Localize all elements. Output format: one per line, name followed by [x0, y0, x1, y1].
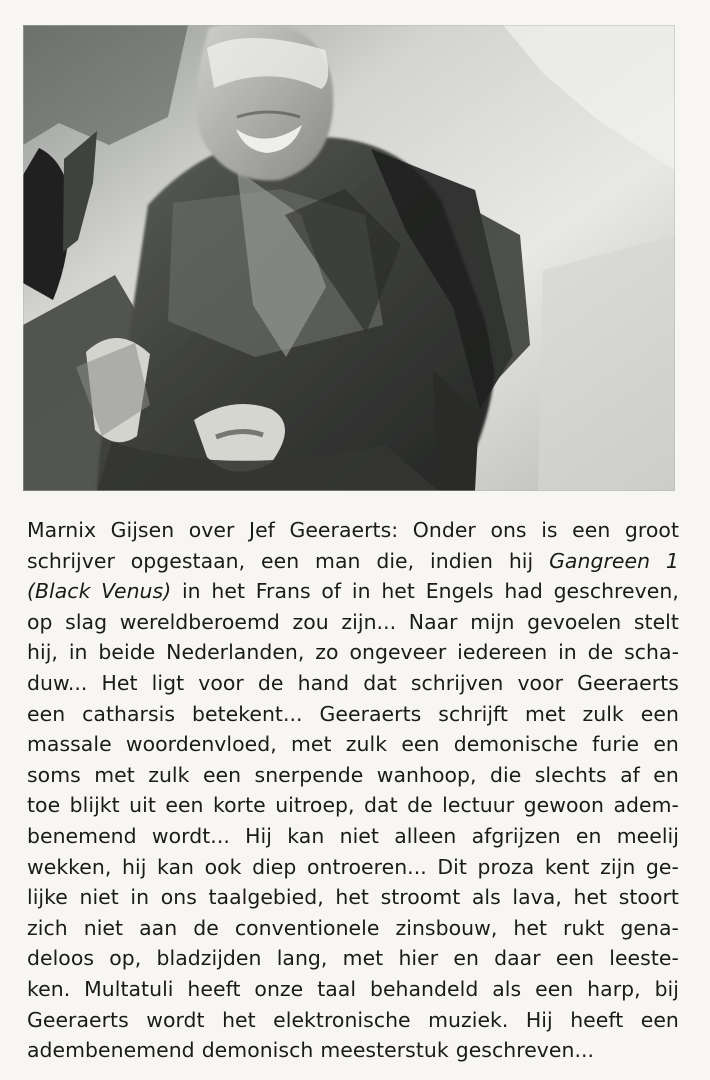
text-word: kent: [544, 854, 590, 879]
text-word: Dit: [437, 854, 467, 879]
text-word: heeft: [187, 976, 241, 1001]
text-word: met: [342, 946, 384, 971]
text-word: lava,: [512, 885, 562, 910]
text-word: Gijsen: [110, 518, 175, 542]
text-word: meelij: [616, 823, 679, 848]
text-word: lijke: [27, 885, 68, 910]
text-word: Engels: [425, 579, 494, 604]
text-word: als: [471, 885, 501, 910]
text-word: catharsis: [82, 701, 176, 726]
text-word: aan: [139, 915, 178, 940]
text-word: ligt: [151, 670, 185, 695]
text-word: het: [211, 579, 245, 604]
text-word: indien: [430, 548, 493, 573]
text-word: zijn: [600, 854, 636, 879]
text-word: stroomt: [380, 885, 461, 910]
text-word: het: [381, 579, 415, 604]
text-word: heeft: [570, 1007, 624, 1032]
text-word: een: [165, 793, 204, 818]
text-word: af: [620, 762, 640, 787]
text-word: die,: [376, 548, 415, 573]
text-word: adembenemend: [27, 1038, 195, 1063]
text-word: scha-: [624, 640, 679, 665]
text-word: een: [535, 976, 574, 1001]
text-word: zou: [292, 609, 329, 634]
text-word: de: [407, 793, 433, 818]
text-word: mijn: [470, 609, 515, 634]
text-word: stelt: [633, 609, 679, 634]
text-word: snerpende: [254, 762, 364, 787]
text-line: [27, 1005, 679, 1036]
text-word: en: [453, 946, 479, 971]
text-word: Geeraerts: [27, 1007, 129, 1032]
text-word: benemend: [27, 823, 137, 848]
text-word: in: [181, 579, 201, 604]
text-word: ongeveer: [349, 640, 447, 665]
text-line: [27, 882, 679, 913]
author-photo: [23, 25, 675, 491]
text-word: die: [490, 762, 522, 787]
text-word: gewoon: [523, 793, 604, 818]
text-word: het: [222, 1007, 256, 1032]
text-line: [27, 699, 679, 730]
text-word: wekken,: [27, 854, 112, 879]
text-word: is: [541, 518, 558, 542]
text-word: over: [188, 518, 235, 542]
review-quote: [27, 515, 679, 1066]
text-word: Marnix: [27, 518, 97, 542]
text-word: man: [315, 548, 361, 573]
text-word: en: [653, 762, 679, 787]
text-word: Multatuli: [84, 976, 174, 1001]
text-line: [27, 607, 679, 638]
text-line: [27, 790, 679, 821]
text-line: [27, 974, 679, 1005]
text-word: duw...: [27, 670, 88, 695]
text-line: [27, 821, 679, 852]
text-word: leeste-: [609, 946, 679, 971]
text-word: soms: [27, 762, 81, 787]
text-word: Frans: [255, 579, 311, 604]
text-word: deloos: [27, 946, 95, 971]
text-word: dat: [363, 670, 397, 695]
text-word: geschreven...: [455, 1038, 595, 1063]
text-word: zinsbouw,: [395, 915, 498, 940]
text-word: gena-: [620, 915, 679, 940]
text-word: in: [68, 640, 88, 665]
text-word: wereldberoemd: [119, 609, 280, 634]
text-word: korte: [213, 793, 266, 818]
text-word: schrijft: [438, 701, 508, 726]
text-word: zijn...: [341, 609, 397, 634]
text-word: in: [351, 579, 371, 604]
text-word: taalgebied,: [208, 885, 324, 910]
text-word: stoort: [618, 885, 679, 910]
text-word: niet: [83, 915, 124, 940]
text-word: afgrijzen: [471, 823, 561, 848]
text-word: lang,: [276, 946, 328, 971]
text-word: Hij: [245, 823, 272, 848]
text-word: een: [261, 548, 300, 573]
text-word: slag: [65, 609, 108, 634]
text-line: [27, 852, 679, 883]
text-word: hier: [398, 946, 439, 971]
text-line: [27, 668, 679, 699]
text-word: met: [94, 762, 135, 787]
text-word: ook: [204, 854, 242, 879]
text-word: ge-: [645, 854, 679, 879]
text-line: [27, 913, 679, 944]
text-word: Geeraerts:: [289, 518, 399, 542]
text-word: geschreven,: [553, 579, 679, 604]
text-word: voor: [198, 670, 244, 695]
text-word: in: [130, 885, 150, 910]
text-word: wordt: [146, 1007, 205, 1032]
text-word: Het: [101, 670, 138, 695]
text-word: muziek.: [428, 1007, 509, 1032]
book-title: Gangreen: [549, 548, 651, 573]
text-word: ontroeren...: [306, 854, 427, 879]
text-line: [27, 943, 679, 974]
text-word: lectuur: [442, 793, 515, 818]
text-word: uit: [129, 793, 156, 818]
text-word: hand: [297, 670, 350, 695]
text-word: rukt: [563, 915, 605, 940]
text-word: het: [335, 885, 369, 910]
text-word: een: [572, 518, 611, 542]
text-line: [27, 1035, 679, 1066]
book-subtitle: Venus): [101, 579, 172, 604]
text-word: demonische: [453, 732, 578, 757]
text-line: [27, 515, 679, 546]
text-word: niet: [79, 885, 119, 910]
text-word: beide: [98, 640, 156, 665]
text-word: betekent...: [191, 701, 303, 726]
text-word: de: [193, 915, 219, 940]
text-word: Geeraerts: [577, 670, 679, 695]
text-word: wordt...: [151, 823, 230, 848]
text-word: proza: [477, 854, 535, 879]
text-word: gevoelen: [527, 609, 622, 634]
text-word: met: [291, 732, 332, 757]
text-word: kan: [287, 823, 325, 848]
text-word: Hij: [525, 1007, 553, 1032]
text-word: iedereen: [457, 640, 548, 665]
text-word: onze: [254, 976, 304, 1001]
text-word: slechts: [534, 762, 607, 787]
text-word: en: [575, 823, 602, 848]
text-word: een: [202, 762, 242, 787]
text-word: of: [321, 579, 342, 604]
text-word: ken.: [27, 976, 71, 1001]
author-photo-illustration: [23, 25, 675, 491]
text-word: schrijver: [27, 548, 115, 573]
text-word: taal: [317, 976, 357, 1001]
text-word: harp,: [587, 976, 641, 1001]
text-word: Jef: [249, 518, 275, 542]
text-word: een: [401, 732, 440, 757]
text-word: adem-: [613, 793, 679, 818]
text-word: voor: [517, 670, 564, 695]
text-word: zulk: [582, 701, 624, 726]
text-word: de: [257, 670, 284, 695]
text-word: als: [492, 976, 522, 1001]
text-word: furie: [592, 732, 640, 757]
text-word: Naar: [408, 609, 458, 634]
text-word: het: [573, 885, 608, 910]
text-word: niet: [339, 823, 379, 848]
text-word: toe: [27, 793, 61, 818]
text-word: een: [555, 946, 595, 971]
text-word: blijkt: [69, 793, 120, 818]
text-word: ons: [160, 885, 197, 910]
text-word: hij: [122, 854, 147, 879]
book-title-number: 1: [665, 548, 679, 573]
text-word: een: [640, 701, 679, 726]
text-word: schrijven: [410, 670, 504, 695]
text-word: diep: [252, 854, 297, 879]
text-word: alleen: [394, 823, 457, 848]
text-word: dat: [364, 793, 398, 818]
text-word: wanhoop,: [376, 762, 477, 787]
text-word: conventionele: [234, 915, 380, 940]
text-word: en: [653, 732, 679, 757]
text-word: Nederlanden,: [166, 640, 305, 665]
text-word: een: [27, 701, 66, 726]
text-word: massale: [27, 732, 112, 757]
text-word: bladzijden: [156, 946, 262, 971]
text-line: [27, 760, 679, 791]
text-word: kan: [156, 854, 195, 879]
text-word: zulk: [148, 762, 190, 787]
text-line: [27, 637, 679, 668]
text-line: [27, 729, 679, 760]
text-word: het: [513, 915, 548, 940]
text-word: hij: [508, 548, 534, 573]
text-word: woordenvloed,: [125, 732, 277, 757]
text-line: [27, 576, 679, 607]
text-word: een: [640, 1007, 679, 1032]
text-word: daar: [494, 946, 541, 971]
text-word: Geeraerts: [319, 701, 422, 726]
text-word: opgestaan,: [130, 548, 246, 573]
text-word: uitroep,: [275, 793, 355, 818]
text-word: had: [504, 579, 543, 604]
text-word: bij: [654, 976, 679, 1001]
text-word: demonisch: [201, 1038, 314, 1063]
text-word: meesterstuk: [320, 1038, 449, 1063]
text-word: behandeld: [369, 976, 479, 1001]
text-word: de: [587, 640, 614, 665]
text-word: zulk: [345, 732, 388, 757]
text-word: zich: [27, 915, 68, 940]
book-subtitle: (Black: [27, 579, 91, 604]
text-word: hij,: [27, 640, 58, 665]
text-word: met: [524, 701, 566, 726]
text-word: op: [27, 609, 53, 634]
text-word: op,: [109, 946, 142, 971]
text-word: ons: [490, 518, 527, 542]
text-word: Onder: [412, 518, 476, 542]
text-word: zo: [315, 640, 339, 665]
text-word: in: [558, 640, 577, 665]
text-word: elektronische: [273, 1007, 411, 1032]
text-word: groot: [624, 518, 679, 542]
text-line: [27, 546, 679, 577]
